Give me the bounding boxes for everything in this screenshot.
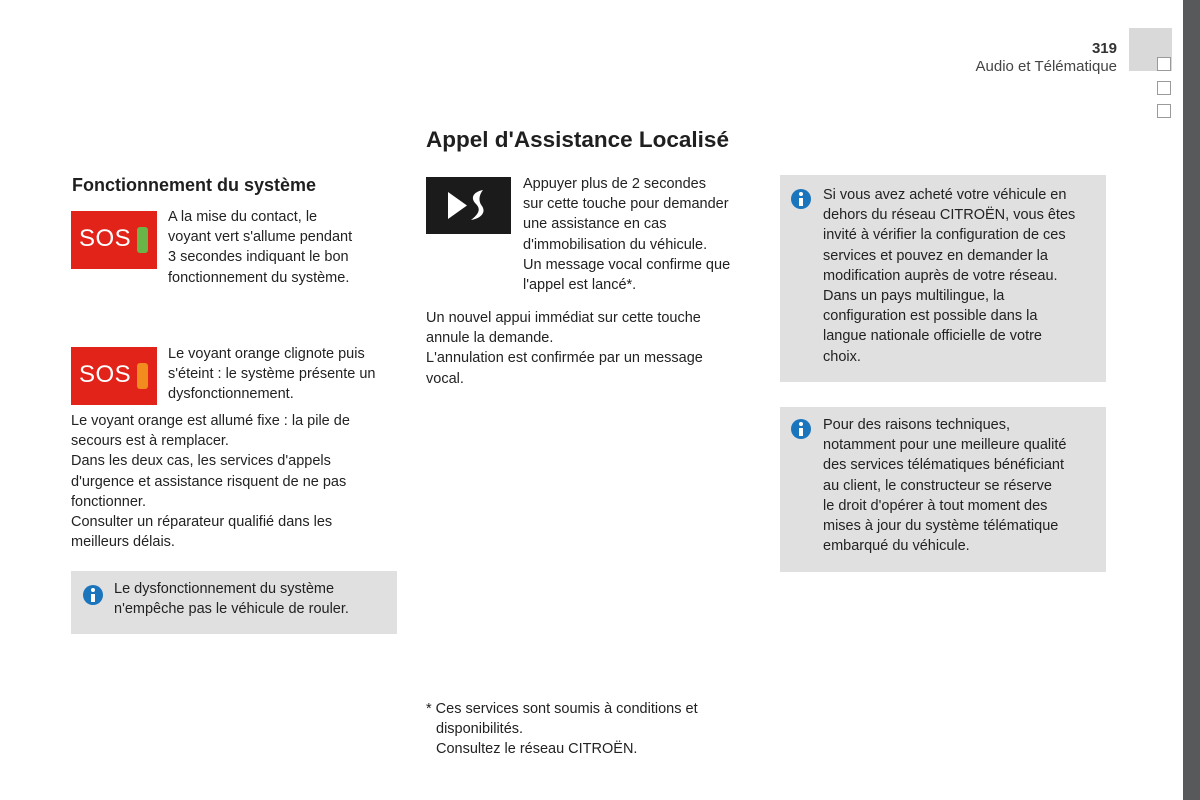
info-icon xyxy=(83,585,103,605)
section-heading: Fonctionnement du système xyxy=(72,175,317,195)
chapter-marker-square xyxy=(1157,81,1171,95)
chapter-marker-square xyxy=(1157,57,1171,71)
info-icon xyxy=(791,189,811,209)
button-instruction: Appuyer plus de 2 secondes sur cette touche pour demander une assistance en cas d'immobilisation du véhicule. Un message vocal confirme que l'appel est lancé*. xyxy=(523,176,731,294)
info-network-text: Si vous avez acheté votre véhicule en dehors du réseau CITROËN, vous êtes invité à vérifier la configuration de ces services et pouvez en demander la modification auprès de votre réseau. Dans un pays multilingue, la configuration est possible dans la langue nationale officielle de votre choix. xyxy=(823,187,1076,365)
green-lamp xyxy=(137,227,148,253)
ds-button-icon xyxy=(426,177,511,234)
sos-label: SOS xyxy=(79,361,132,388)
info-box-network xyxy=(780,175,1106,382)
info-updates-text: Pour des raisons techniques, notamment pour une meilleure qualité des services télématiques bénéficiant au client, le constructeur se réserve le droit d'opérer à tout moment des mises à jour du système télématique embarqué du véhicule. xyxy=(823,417,1067,555)
green-lamp-description: A la mise du contact, le voyant vert s'allume pendant 3 secondes indiquant le bon fonctionnement du système. xyxy=(168,209,353,286)
main-heading: Appel d'Assistance Localisé xyxy=(426,127,729,152)
sos-green-lamp-icon xyxy=(71,211,157,269)
info-icon xyxy=(791,419,811,439)
lamp-fixed-description: Le voyant orange est allumé fixe : la pile de secours est à remplacer. Dans les deux cas, les services d'appels d'urgence et assistance risquent de ne pas fonctionner. Consulter un réparateur qualifié dans les meilleurs délais. xyxy=(71,413,350,551)
cancel-instruction: Un nouvel appui immédiat sur cette touche annule la demande. L'annulation est confirmée par un message vocal. xyxy=(426,310,703,387)
orange-lamp-description: Le voyant orange clignote puis s'éteint : le système présente un dysfonctionnement. xyxy=(168,346,376,403)
section-title: Audio et Télématique xyxy=(975,58,1117,75)
sos-orange-lamp-icon xyxy=(71,347,157,405)
sos-label: SOS xyxy=(79,225,132,252)
info-note-box xyxy=(71,571,397,634)
page-number: 319 xyxy=(1091,40,1117,57)
page-edge-band xyxy=(1183,0,1200,800)
info-note-text: Le dysfonctionnement du système n'empêche pas le véhicule de rouler. xyxy=(114,581,349,618)
footnote: * Ces services sont soumis à conditions et disponibilités. Consultez le réseau CITROËN. xyxy=(426,701,698,758)
chapter-marker-square xyxy=(1157,104,1171,118)
info-box-updates xyxy=(780,407,1106,572)
ds-logo-icon xyxy=(426,177,511,234)
orange-lamp xyxy=(137,363,148,389)
